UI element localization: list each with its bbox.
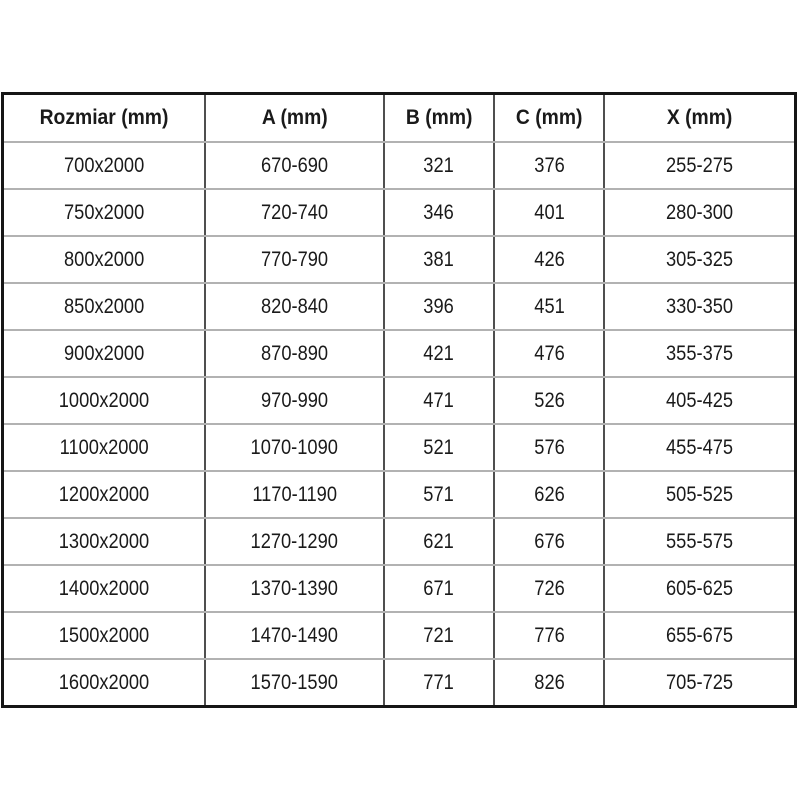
- cell-value: 1470-1490: [250, 623, 338, 647]
- cell-value: 1070-1090: [250, 435, 338, 459]
- table-cell: [604, 565, 795, 612]
- cell-value: 330-350: [666, 294, 734, 318]
- cell-value: 355-375: [666, 341, 734, 365]
- cell-value: 1600x2000: [58, 670, 150, 694]
- table-cell: [384, 471, 494, 518]
- table-cell: [3, 283, 205, 330]
- table-cell: [205, 518, 384, 565]
- table-cell: [384, 659, 494, 707]
- column-header-a: [205, 94, 384, 143]
- table-row: [3, 236, 796, 283]
- table-cell: [494, 142, 604, 189]
- table-cell: [205, 189, 384, 236]
- table-cell: [205, 236, 384, 283]
- cell-value: 721: [423, 623, 455, 647]
- table-cell: [384, 189, 494, 236]
- header-row: [3, 94, 796, 143]
- cell-value: 726: [533, 576, 565, 600]
- column-header-b: [384, 94, 494, 143]
- size-table: [1, 92, 797, 708]
- cell-value: 705-725: [666, 670, 734, 694]
- table-cell: [384, 330, 494, 377]
- cell-value: 526: [533, 388, 565, 412]
- table-cell: [205, 471, 384, 518]
- table-row: [3, 471, 796, 518]
- table-cell: [3, 471, 205, 518]
- cell-value: 770-790: [260, 247, 328, 271]
- table-cell: [3, 236, 205, 283]
- table-cell: [604, 612, 795, 659]
- cell-value: 426: [533, 247, 565, 271]
- column-header-rozmiar: [3, 94, 205, 143]
- cell-value: 800x2000: [63, 247, 144, 271]
- table-cell: [3, 377, 205, 424]
- cell-value: 421: [423, 341, 455, 365]
- cell-value: 576: [533, 435, 565, 459]
- cell-value: 1500x2000: [58, 623, 150, 647]
- table-cell: [205, 142, 384, 189]
- table-cell: [205, 659, 384, 707]
- cell-value: 376: [533, 153, 565, 177]
- table-row: [3, 142, 796, 189]
- cell-value: 1170-1190: [251, 482, 337, 506]
- cell-value: 381: [423, 247, 455, 271]
- cell-value: 676: [533, 529, 565, 553]
- cell-value: 850x2000: [63, 294, 144, 318]
- table-cell: [604, 236, 795, 283]
- cell-value: 820-840: [260, 294, 328, 318]
- table-row: [3, 283, 796, 330]
- cell-value: 321: [423, 153, 455, 177]
- cell-value: 476: [533, 341, 565, 365]
- table-cell: [3, 142, 205, 189]
- cell-value: 255-275: [666, 153, 734, 177]
- table-row: [3, 330, 796, 377]
- table-cell: [3, 612, 205, 659]
- column-header-label: A (mm): [261, 106, 328, 129]
- table-row: [3, 612, 796, 659]
- cell-value: 571: [423, 482, 455, 506]
- cell-value: 396: [423, 294, 455, 318]
- cell-value: 970-990: [260, 388, 328, 412]
- table-cell: [3, 518, 205, 565]
- table-cell: [494, 424, 604, 471]
- cell-value: 655-675: [666, 623, 734, 647]
- table-cell: [494, 283, 604, 330]
- cell-value: 1400x2000: [58, 576, 150, 600]
- table-cell: [604, 377, 795, 424]
- table-cell: [205, 283, 384, 330]
- table-cell: [205, 424, 384, 471]
- cell-value: 1200x2000: [58, 482, 150, 506]
- table-row: [3, 377, 796, 424]
- cell-value: 280-300: [666, 200, 734, 224]
- table-cell: [384, 236, 494, 283]
- table-cell: [3, 330, 205, 377]
- table-cell: [3, 424, 205, 471]
- cell-value: 671: [423, 576, 455, 600]
- table-cell: [384, 612, 494, 659]
- cell-value: 451: [533, 294, 565, 318]
- table-row: [3, 659, 796, 707]
- cell-value: 305-325: [666, 247, 734, 271]
- cell-value: 346: [423, 200, 455, 224]
- table-cell: [604, 471, 795, 518]
- table-cell: [3, 659, 205, 707]
- table-cell: [494, 518, 604, 565]
- table-cell: [494, 471, 604, 518]
- cell-value: 826: [533, 670, 565, 694]
- table-cell: [205, 612, 384, 659]
- table-cell: [205, 565, 384, 612]
- cell-value: 471: [423, 388, 455, 412]
- cell-value: 505-525: [666, 482, 734, 506]
- table-cell: [384, 377, 494, 424]
- column-header-label: X (mm): [666, 106, 733, 129]
- table-cell: [494, 659, 604, 707]
- table-cell: [494, 377, 604, 424]
- cell-value: 521: [423, 435, 455, 459]
- table-cell: [604, 142, 795, 189]
- table-cell: [604, 189, 795, 236]
- table-cell: [604, 659, 795, 707]
- cell-value: 700x2000: [63, 153, 144, 177]
- table-cell: [205, 377, 384, 424]
- cell-value: 900x2000: [63, 341, 144, 365]
- table-cell: [604, 330, 795, 377]
- cell-value: 776: [533, 623, 565, 647]
- table-cell: [494, 565, 604, 612]
- column-header-label: C (mm): [515, 106, 583, 129]
- size-table-container: [1, 92, 797, 708]
- column-header-x: [604, 94, 795, 143]
- cell-value: 555-575: [666, 529, 734, 553]
- table-row: [3, 518, 796, 565]
- table-cell: [384, 142, 494, 189]
- table-cell: [384, 424, 494, 471]
- cell-value: 621: [423, 529, 455, 553]
- table-cell: [384, 518, 494, 565]
- cell-value: 1100x2000: [59, 435, 149, 459]
- cell-value: 455-475: [666, 435, 734, 459]
- cell-value: 605-625: [666, 576, 734, 600]
- cell-value: 670-690: [260, 153, 328, 177]
- cell-value: 405-425: [666, 388, 734, 412]
- cell-value: 1270-1290: [250, 529, 338, 553]
- table-cell: [494, 330, 604, 377]
- table-cell: [3, 189, 205, 236]
- table-row: [3, 565, 796, 612]
- column-header-label: Rozmiar (mm): [39, 106, 169, 129]
- cell-value: 870-890: [260, 341, 328, 365]
- cell-value: 1370-1390: [250, 576, 338, 600]
- table-cell: [494, 189, 604, 236]
- cell-value: 1000x2000: [58, 388, 150, 412]
- table-cell: [604, 518, 795, 565]
- table-cell: [494, 236, 604, 283]
- column-header-label: B (mm): [405, 106, 473, 129]
- table-cell: [604, 283, 795, 330]
- table-cell: [604, 424, 795, 471]
- cell-value: 401: [533, 200, 565, 224]
- cell-value: 1300x2000: [58, 529, 150, 553]
- table-cell: [205, 330, 384, 377]
- cell-value: 750x2000: [63, 200, 144, 224]
- table-cell: [384, 565, 494, 612]
- table-row: [3, 424, 796, 471]
- table-cell: [494, 612, 604, 659]
- cell-value: 771: [423, 670, 455, 694]
- column-header-c: [494, 94, 604, 143]
- cell-value: 1570-1590: [250, 670, 338, 694]
- table-cell: [384, 283, 494, 330]
- table-row: [3, 189, 796, 236]
- cell-value: 626: [533, 482, 565, 506]
- table-cell: [3, 565, 205, 612]
- table-body: [3, 142, 796, 707]
- cell-value: 720-740: [260, 200, 328, 224]
